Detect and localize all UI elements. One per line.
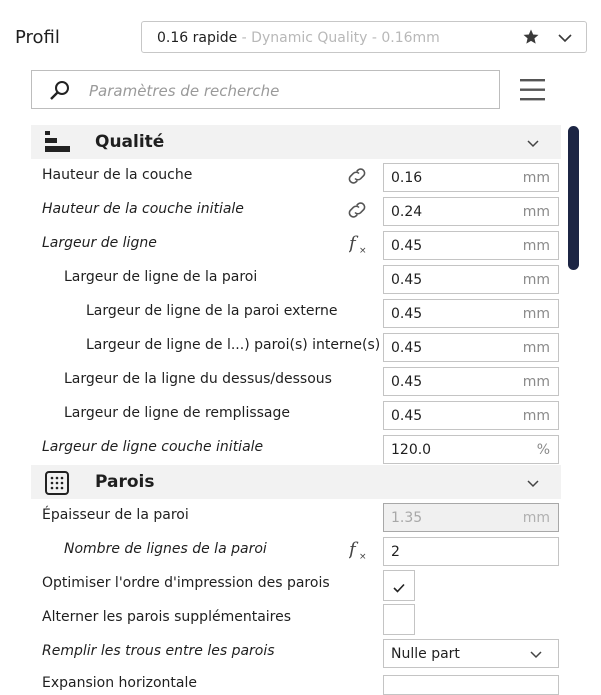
checkmark-icon bbox=[392, 579, 406, 598]
setting-label: Hauteur de la couche initiale bbox=[42, 201, 244, 217]
walls-grid-icon bbox=[45, 471, 69, 499]
svg-text:×: × bbox=[359, 246, 367, 255]
setting-label: Largeur de la ligne du dessus/dessous bbox=[64, 371, 332, 387]
chevron-down-icon[interactable] bbox=[557, 30, 573, 49]
search-icon bbox=[49, 80, 71, 106]
field-value: 120.0 bbox=[391, 442, 432, 458]
setting-row-wall-line-count bbox=[31, 533, 561, 567]
setting-label: Largeur de ligne bbox=[42, 235, 157, 251]
setting-label: Largeur de ligne de la paroi bbox=[64, 269, 258, 285]
chevron-down-icon[interactable] bbox=[526, 135, 540, 154]
svg-text:f: f bbox=[349, 233, 356, 254]
link-icon[interactable] bbox=[346, 166, 368, 190]
setting-value-field[interactable] bbox=[383, 537, 559, 566]
setting-label: Optimiser l'ordre d'impression des parois bbox=[42, 575, 330, 591]
field-unit: mm bbox=[522, 204, 550, 220]
field-unit: mm bbox=[522, 170, 550, 186]
setting-row-initial-layer-line-width bbox=[31, 431, 561, 465]
field-value: 0.45 bbox=[391, 306, 423, 322]
field-unit: mm bbox=[522, 272, 550, 288]
svg-text:×: × bbox=[359, 552, 367, 561]
link-icon[interactable] bbox=[346, 200, 368, 224]
field-value: 0.45 bbox=[391, 340, 423, 356]
field-value: 0.16 bbox=[391, 170, 423, 186]
category-title: Parois bbox=[95, 472, 155, 492]
profile-name-wrap bbox=[157, 30, 440, 46]
setting-label: Largeur de ligne couche initiale bbox=[42, 439, 264, 455]
profile-name: 0.16 rapide bbox=[157, 30, 238, 46]
setting-value-field[interactable] bbox=[383, 163, 559, 192]
setting-value-field[interactable] bbox=[383, 401, 559, 430]
setting-value-field[interactable] bbox=[383, 299, 559, 328]
setting-row-line-width bbox=[31, 227, 561, 261]
setting-label: Nombre de lignes de la paroi bbox=[64, 541, 267, 557]
field-value: 0.45 bbox=[391, 374, 423, 390]
field-value: 0.45 bbox=[391, 238, 423, 254]
setting-row-layer-height bbox=[31, 159, 561, 193]
chevron-down-icon[interactable] bbox=[526, 475, 540, 494]
search-box[interactable] bbox=[31, 70, 500, 109]
category-header-walls[interactable] bbox=[31, 465, 561, 499]
setting-label: Largeur de ligne de la paroi externe bbox=[86, 303, 338, 319]
field-unit: % bbox=[536, 442, 550, 458]
setting-row-top-bottom-line-width bbox=[31, 363, 561, 397]
setting-label: Hauteur de la couche bbox=[42, 167, 193, 183]
checkbox-checked[interactable] bbox=[383, 570, 415, 601]
setting-value-field[interactable] bbox=[383, 675, 559, 695]
svg-text:f: f bbox=[349, 539, 356, 560]
setting-label: Alterner les parois supplémentaires bbox=[42, 609, 292, 625]
profile-label: Profil bbox=[15, 27, 60, 48]
setting-value-field[interactable] bbox=[383, 367, 559, 396]
dropdown-fill-gaps[interactable] bbox=[383, 639, 559, 668]
setting-row-outer-wall-line-width bbox=[31, 295, 561, 329]
field-value: 2 bbox=[391, 544, 400, 560]
function-icon[interactable] bbox=[349, 233, 369, 259]
profile-select[interactable] bbox=[141, 21, 587, 53]
profile-description: - Dynamic Quality - 0.16mm bbox=[237, 30, 440, 46]
field-value: 0.24 bbox=[391, 204, 423, 220]
category-title: Qualité bbox=[95, 132, 165, 152]
field-unit: mm bbox=[522, 374, 550, 390]
chevron-down-icon bbox=[529, 649, 543, 665]
field-value: 1.35 bbox=[391, 510, 423, 526]
field-unit: mm bbox=[522, 340, 550, 356]
checkbox-unchecked[interactable] bbox=[383, 604, 415, 635]
setting-label: Largeur de ligne de remplissage bbox=[64, 405, 291, 421]
layers-icon bbox=[45, 131, 71, 157]
function-icon[interactable] bbox=[349, 539, 369, 565]
settings-menu-button[interactable] bbox=[519, 77, 547, 103]
setting-row-fill-gaps-between-walls bbox=[31, 635, 561, 669]
setting-label: Épaisseur de la paroi bbox=[42, 507, 189, 523]
setting-row-alternate-extra-wall bbox=[31, 601, 561, 635]
field-unit: mm bbox=[522, 510, 550, 526]
star-icon[interactable] bbox=[522, 28, 540, 50]
setting-value-field[interactable] bbox=[383, 197, 559, 226]
setting-row-optimize-wall-order bbox=[31, 567, 561, 601]
setting-value-field[interactable] bbox=[383, 333, 559, 362]
setting-value-field[interactable] bbox=[383, 265, 559, 294]
field-unit: mm bbox=[522, 306, 550, 322]
setting-value-field[interactable] bbox=[383, 435, 559, 464]
setting-row-inner-wall-line-width bbox=[31, 329, 561, 363]
field-value: 0.45 bbox=[391, 272, 423, 288]
setting-value-field-disabled bbox=[383, 503, 559, 532]
category-header-quality[interactable] bbox=[31, 125, 561, 159]
setting-label: Remplir les trous entre les parois bbox=[42, 643, 275, 659]
dropdown-value: Nulle part bbox=[391, 646, 460, 662]
settings-list bbox=[31, 125, 561, 669]
scrollbar-thumb[interactable] bbox=[568, 126, 579, 270]
setting-row-infill-line-width bbox=[31, 397, 561, 431]
setting-row-initial-layer-height bbox=[31, 193, 561, 227]
setting-value-field[interactable] bbox=[383, 231, 559, 260]
setting-row-wall-line-width bbox=[31, 261, 561, 295]
field-unit: mm bbox=[522, 408, 550, 424]
field-value: 0.45 bbox=[391, 408, 423, 424]
search-input[interactable] bbox=[87, 78, 491, 104]
setting-label-horizontal-expansion: Expansion horizontale bbox=[42, 675, 197, 691]
field-unit: mm bbox=[522, 238, 550, 254]
setting-row-wall-thickness bbox=[31, 499, 561, 533]
setting-label: Largeur de ligne de l...) paroi(s) interne(s) bbox=[86, 337, 381, 353]
